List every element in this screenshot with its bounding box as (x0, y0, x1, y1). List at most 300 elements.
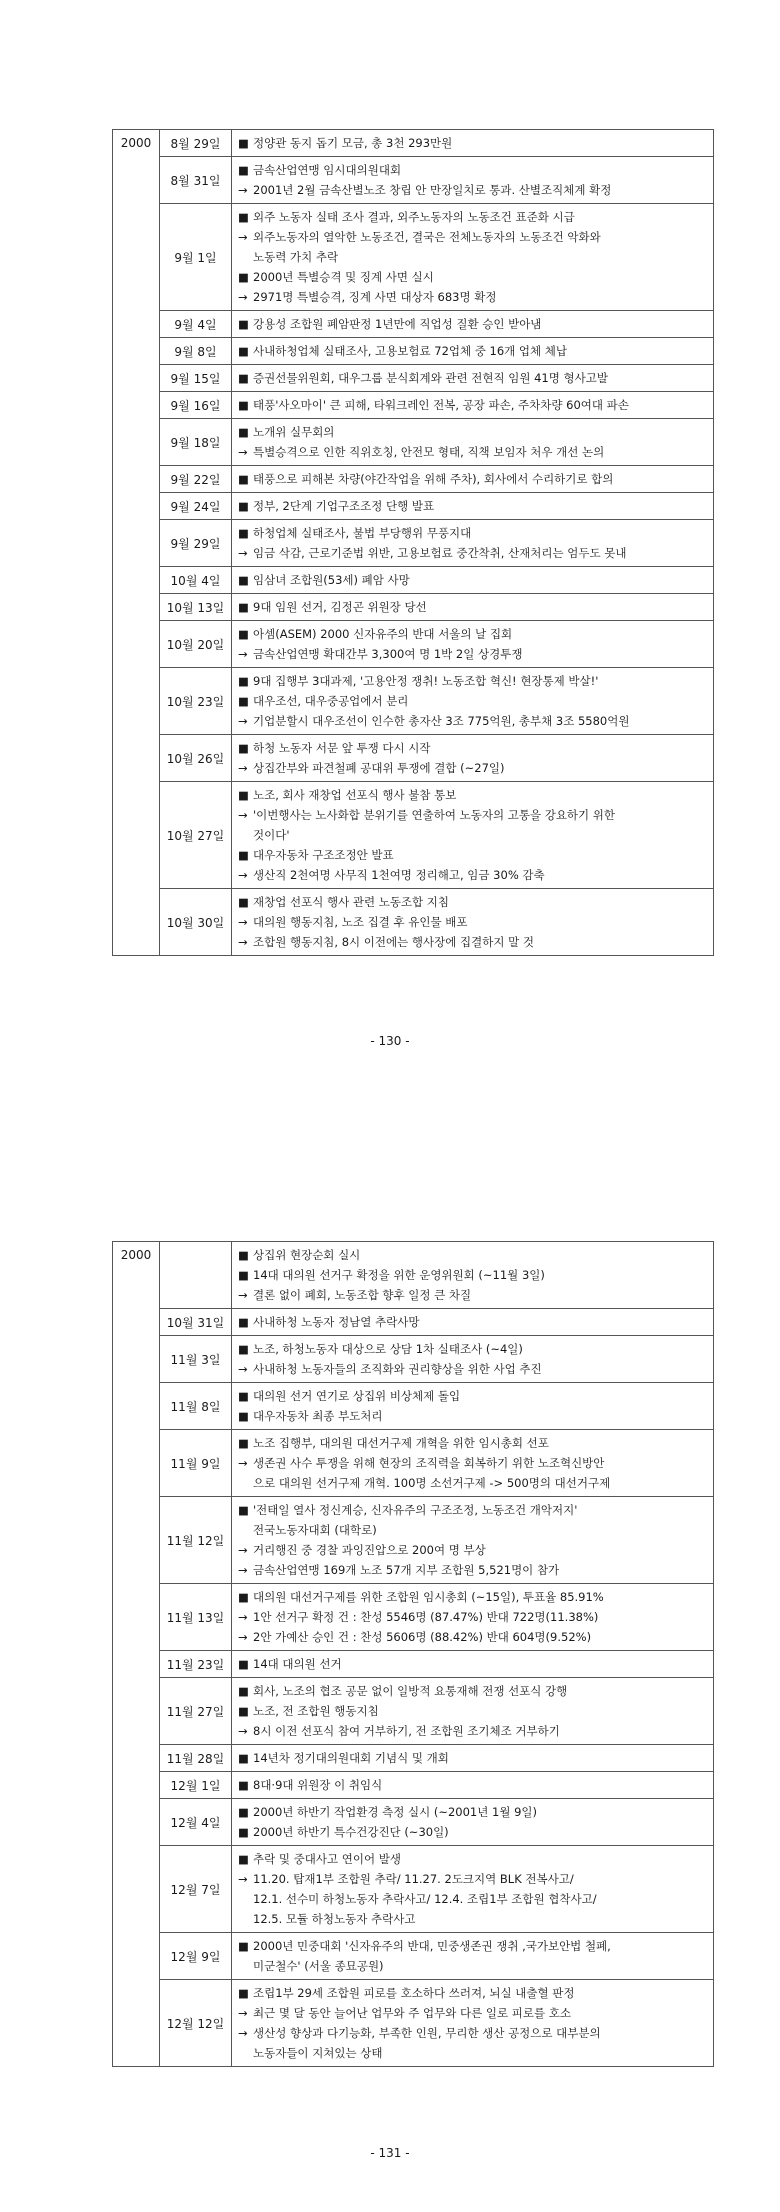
entry-line (238, 1849, 709, 1869)
bullet-marker: ■ (238, 210, 249, 224)
arrow-marker: → (238, 1724, 248, 1738)
entry-line (238, 469, 709, 489)
entry-text: 대우자동차 최종 부도처리 (253, 1409, 383, 1423)
date-cell: 11월 23일 (160, 1651, 232, 1678)
entry-text: 최근 몇 달 동안 늘어난 업무와 주 업무와 다른 일로 피로를 호소 (253, 2006, 571, 2020)
bullet-marker: ■ (238, 1342, 249, 1356)
bullet-marker: ■ (238, 600, 249, 614)
entry-text: 재창업 선포식 행사 관련 노동조합 지침 (253, 895, 450, 909)
entry-text: 금속산업연맹 임시대의원대회 (253, 163, 402, 177)
arrow-marker: → (238, 2006, 248, 2020)
entry-line (238, 287, 709, 307)
table-row (113, 621, 714, 668)
date-cell: 11월 27일 (160, 1678, 232, 1745)
entry-line (238, 711, 709, 731)
page-number: - 131 - (370, 2146, 410, 2160)
date-cell: 12월 7일 (160, 1846, 232, 1933)
arrow-marker: → (238, 546, 248, 560)
arrow-marker: → (238, 290, 248, 304)
bullet-marker: ■ (238, 1852, 249, 1866)
entry-text: 상집간부와 파견철폐 공대위 투쟁에 결합 (~27일) (253, 761, 505, 775)
table-row (113, 130, 714, 157)
entry-line (238, 1909, 709, 1929)
date-cell: 11월 3일 (160, 1336, 232, 1383)
entry-text: 2000년 하반기 특수건강진단 (~30일) (253, 1825, 449, 1839)
entry-text: 임삼녀 조합원(53세) 폐암 사망 (253, 573, 410, 587)
arrow-marker: → (238, 1630, 248, 1644)
bullet-marker: ■ (238, 848, 249, 862)
bullet-marker: ■ (238, 741, 249, 755)
table-row (113, 1772, 714, 1799)
entry-text: 노개위 실무회의 (253, 425, 335, 439)
date-cell: 9월 16일 (160, 392, 232, 419)
entry-line (238, 314, 709, 334)
content-cell (232, 567, 714, 594)
entry-line (238, 267, 709, 287)
entry-text: 2안 가예산 승인 건 : 찬성 5606명 (88.42%) 반대 604명(9.52%) (253, 1630, 592, 1644)
entry-text: 것이다' (253, 828, 290, 842)
bullet-marker: ■ (238, 1409, 249, 1423)
entry-text: 2000년 특별승격 및 징계 사면 실시 (253, 270, 434, 284)
entry-text: 8시 이전 선포식 참여 거부하기, 전 조합원 조기체조 거부하기 (253, 1724, 560, 1738)
date-cell: 10월 30일 (160, 889, 232, 956)
arrow-marker: → (238, 1610, 248, 1624)
arrow-marker: → (238, 2026, 248, 2040)
entry-line (238, 1802, 709, 1822)
entry-text: '이번행사는 노사화합 분위기를 연출하여 노동자의 고통을 강요하기 위한 (253, 808, 616, 822)
content-cell (232, 1980, 714, 2067)
entry-line (238, 227, 709, 247)
content-cell (232, 204, 714, 311)
table-row (113, 520, 714, 567)
date-cell: 10월 27일 (160, 782, 232, 889)
entry-line (238, 1748, 709, 1768)
bullet-marker: ■ (238, 472, 249, 486)
table-row (113, 1430, 714, 1497)
entry-line (238, 1822, 709, 1842)
page-number: - 130 - (370, 1034, 410, 1048)
arrow-marker: → (238, 868, 248, 882)
arrow-marker: → (238, 1563, 248, 1577)
arrow-marker: → (238, 183, 248, 197)
entry-text: 생산성 향상과 다기능화, 부족한 인원, 무리한 생산 공정으로 대부분의 (253, 2026, 601, 2040)
entry-line (238, 422, 709, 442)
entry-text: 12.5. 모듈 하청노동자 추락사고 (253, 1912, 416, 1926)
bullet-marker: ■ (238, 1590, 249, 1604)
entry-text: 노조, 하청노동자 대상으로 상담 1차 실태조사 (~4일) (253, 1342, 523, 1356)
entry-text: 회사, 노조의 협조 공문 없이 일방적 요통재해 전쟁 선포식 강행 (253, 1684, 568, 1698)
table-row (113, 204, 714, 311)
entry-text: '전태일 열사 정신계승, 신자유주의 구조조정, 노동조건 개악저지' (253, 1503, 578, 1517)
entry-text: 으로 대의원 선거구제 개혁. 100명 소선거구제 -> 500명의 대선거구제 (253, 1476, 611, 1490)
entry-text: 기업분할시 대우조선이 인수한 총자산 3조 775억원, 총부채 3조 5580억원 (253, 714, 630, 728)
entry-line (238, 825, 709, 845)
table-row (113, 1678, 714, 1745)
entry-line (238, 341, 709, 361)
entry-line (238, 892, 709, 912)
entry-text: 2000년 하반기 작업환경 측정 실시 (~2001년 1월 9일) (253, 1805, 537, 1819)
table-row (113, 889, 714, 956)
date-cell: 12월 12일 (160, 1980, 232, 2067)
bullet-marker: ■ (238, 895, 249, 909)
content-cell (232, 1242, 714, 1309)
bullet-marker: ■ (238, 1436, 249, 1450)
date-cell: 8월 31일 (160, 157, 232, 204)
arrow-marker: → (238, 1362, 248, 1376)
table-row (113, 1799, 714, 1846)
content-cell (232, 1336, 714, 1383)
entry-text: 노동력 가치 추락 (253, 250, 339, 264)
bullet-marker: ■ (238, 627, 249, 641)
entry-line (238, 1520, 709, 1540)
bullet-marker: ■ (238, 1684, 249, 1698)
date-cell: 10월 31일 (160, 1309, 232, 1336)
entry-line (238, 207, 709, 227)
entry-line (238, 1386, 709, 1406)
content-cell (232, 338, 714, 365)
entry-line (238, 597, 709, 617)
entry-text: 노조 집행부, 대의원 대선거구제 개혁을 위한 임시총회 선포 (253, 1436, 549, 1450)
entry-line (238, 1406, 709, 1426)
entry-text: 전국노동자대회 (대학로) (253, 1523, 377, 1537)
entry-text: 외주노동자의 열악한 노동조건, 결국은 전체노동자의 노동조건 악화와 (253, 230, 601, 244)
entry-line (238, 671, 709, 691)
content-cell (232, 1383, 714, 1430)
entry-line (238, 1889, 709, 1909)
entry-line (238, 1540, 709, 1560)
bullet-marker: ■ (238, 163, 249, 177)
entry-line (238, 785, 709, 805)
table-row (113, 1242, 714, 1309)
bullet-marker: ■ (238, 499, 249, 513)
entry-text: 사내하청업체 실태조사, 고용보험료 72업체 중 16개 업체 체납 (253, 344, 568, 358)
table-row (113, 1336, 714, 1383)
date-cell: 9월 22일 (160, 466, 232, 493)
entry-line (238, 1453, 709, 1473)
date-cell: 9월 18일 (160, 419, 232, 466)
entry-text: 태풍'사오마이' 큰 피해, 타워크레인 전복, 공장 파손, 주차차량 60여대 파손 (253, 398, 629, 412)
table-row (113, 338, 714, 365)
date-cell: 11월 9일 (160, 1430, 232, 1497)
entry-line (238, 160, 709, 180)
content-cell (232, 311, 714, 338)
bullet-marker: ■ (238, 1751, 249, 1765)
date-cell: 9월 15일 (160, 365, 232, 392)
entry-text: 태풍으로 피해본 차량(야간작업을 위해 주차), 회사에서 수리하기로 합의 (253, 472, 614, 486)
content-cell (232, 157, 714, 204)
date-cell: 9월 4일 (160, 311, 232, 338)
bullet-marker: ■ (238, 526, 249, 540)
entry-text: 노조, 전 조합원 행동지침 (253, 1704, 379, 1718)
entry-line (238, 442, 709, 462)
date-cell: 9월 29일 (160, 520, 232, 567)
bullet-marker: ■ (238, 1315, 249, 1329)
entry-line (238, 1701, 709, 1721)
entry-text: 대우조선, 대우중공업에서 분리 (253, 694, 409, 708)
bullet-marker: ■ (238, 573, 249, 587)
entry-line (238, 912, 709, 932)
entry-text: 14대 대의원 선거 (253, 1657, 342, 1671)
entry-text: 대의원 대선거구제를 위한 조합원 임시총회 (~15일), 투표율 85.91% (253, 1590, 604, 1604)
entry-line (238, 496, 709, 516)
entry-line (238, 133, 709, 153)
table-row (113, 1383, 714, 1430)
content-cell (232, 621, 714, 668)
entry-line (238, 543, 709, 563)
bullet-marker: ■ (238, 1778, 249, 1792)
entry-text: 노조, 회사 재창업 선포식 행사 불참 통보 (253, 788, 457, 802)
content-cell (232, 889, 714, 956)
entry-text: 14대 대의원 선거구 확정을 위한 운영위원회 (~11월 3일) (253, 1268, 545, 1282)
bullet-marker: ■ (238, 674, 249, 688)
date-cell: 11월 8일 (160, 1383, 232, 1430)
table-row (113, 1309, 714, 1336)
bullet-marker: ■ (238, 1986, 249, 2000)
table-row (113, 1497, 714, 1584)
content-cell (232, 466, 714, 493)
chronology-table (112, 129, 714, 956)
date-cell: 11월 13일 (160, 1584, 232, 1651)
bullet-marker: ■ (238, 425, 249, 439)
entry-text: 강용성 조합원 폐암판정 1년만에 직업성 질환 승인 받아냄 (253, 317, 542, 331)
arrow-marker: → (238, 647, 248, 661)
entry-line (238, 1983, 709, 2003)
arrow-marker: → (238, 1456, 248, 1470)
entry-line (238, 1627, 709, 1647)
entry-text: 2001년 2월 금속산별노조 창립 안 만장일치로 통과. 산별조직체계 확정 (253, 183, 612, 197)
entry-text: 8대·9대 위원장 이 취임식 (253, 1778, 383, 1792)
content-cell (232, 1584, 714, 1651)
arrow-marker: → (238, 714, 248, 728)
content-cell (232, 1651, 714, 1678)
entry-line (238, 1339, 709, 1359)
entry-text: 12.1. 선수미 하청노동자 추락사고/ 12.4. 조립1부 조합원 협착사고/ (253, 1892, 597, 1906)
page-131 (0, 1106, 780, 2212)
entry-text: 거리행진 중 경찰 과잉진압으로 200여 명 부상 (253, 1543, 486, 1557)
entry-line (238, 644, 709, 664)
content-cell (232, 365, 714, 392)
content-cell (232, 1846, 714, 1933)
entry-line (238, 247, 709, 267)
entry-text: 금속산업연맹 확대간부 3,300여 명 1박 2일 상경투쟁 (253, 647, 523, 661)
date-cell: 10월 23일 (160, 668, 232, 735)
date-cell: 8월 29일 (160, 130, 232, 157)
entry-text: 생산직 2천여명 사무직 1천여명 정리해고, 임금 30% 감축 (253, 868, 545, 882)
entry-line (238, 1359, 709, 1379)
entry-line (238, 2003, 709, 2023)
entry-text: 추락 및 중대사고 연이어 발생 (253, 1852, 401, 1866)
entry-text: 2971명 특별승격, 징계 사면 대상자 683명 확정 (253, 290, 497, 304)
entry-text: 11.20. 탑재1부 조합원 추락/ 11.27. 2도크지역 BLK 전복사고/ (253, 1872, 574, 1886)
entry-line (238, 624, 709, 644)
table-row (113, 1933, 714, 1980)
table-row (113, 567, 714, 594)
bullet-marker: ■ (238, 371, 249, 385)
entry-text: 2000년 민중대회 '신자유주의 반대, 민중생존권 쟁취 ,국가보안법 철폐, (253, 1939, 611, 1953)
table-row (113, 782, 714, 889)
content-cell (232, 520, 714, 567)
year-cell: 2000 (113, 130, 160, 956)
entry-line (238, 570, 709, 590)
entry-line (238, 1285, 709, 1305)
entry-line (238, 1587, 709, 1607)
entry-line (238, 1654, 709, 1674)
arrow-marker: → (238, 915, 248, 929)
entry-line (238, 691, 709, 711)
bullet-marker: ■ (238, 1268, 249, 1282)
table-row (113, 1846, 714, 1933)
bullet-marker: ■ (238, 1503, 249, 1517)
entry-line (238, 805, 709, 825)
date-cell: 12월 9일 (160, 1933, 232, 1980)
entry-text: 외주 노동자 실태 조사 결과, 외주노동자의 노동조건 표준화 시급 (253, 210, 575, 224)
entry-text: 대의원 행동지침, 노조 집결 후 유인물 배포 (253, 915, 468, 929)
entry-text: 대의원 선거 연기로 상집위 비상체제 돌입 (253, 1389, 461, 1403)
content-cell (232, 668, 714, 735)
entry-text: 하청 노동자 서문 앞 투쟁 다시 시작 (253, 741, 431, 755)
entry-line (238, 1312, 709, 1332)
date-cell: 9월 24일 (160, 493, 232, 520)
entry-text: 대우자동차 구조조정안 발표 (253, 848, 394, 862)
bullet-marker: ■ (238, 694, 249, 708)
table-row (113, 392, 714, 419)
bullet-marker: ■ (238, 1248, 249, 1262)
table-row (113, 157, 714, 204)
content-cell (232, 735, 714, 782)
arrow-marker: → (238, 1872, 248, 1886)
bullet-marker: ■ (238, 1939, 249, 1953)
entry-line (238, 523, 709, 543)
entry-line (238, 2043, 709, 2063)
entry-text: 사내하청 노동자들의 조직화와 권리향상을 위한 사업 추진 (253, 1362, 542, 1376)
date-cell: 12월 4일 (160, 1799, 232, 1846)
entry-line (238, 1265, 709, 1285)
entry-text: 1안 선거구 확정 건 : 찬성 5546명 (87.47%) 반대 722명(11.38%) (253, 1610, 599, 1624)
content-cell (232, 1678, 714, 1745)
entry-text: 미군철수' (서울 종묘공원) (253, 1959, 384, 1973)
date-cell (160, 1242, 232, 1309)
date-cell: 9월 8일 (160, 338, 232, 365)
entry-line (238, 1245, 709, 1265)
table-row (113, 311, 714, 338)
entry-line (238, 1607, 709, 1627)
bullet-marker: ■ (238, 1657, 249, 1671)
entry-line (238, 395, 709, 415)
entry-line (238, 932, 709, 952)
bullet-marker: ■ (238, 136, 249, 150)
arrow-marker: → (238, 808, 248, 822)
entry-text: 조합원 행동지침, 8시 이전에는 행사장에 집결하지 말 것 (253, 935, 534, 949)
entry-line (238, 1500, 709, 1520)
content-cell (232, 1933, 714, 1980)
bullet-marker: ■ (238, 398, 249, 412)
table-row (113, 594, 714, 621)
table-row (113, 735, 714, 782)
bullet-marker: ■ (238, 1704, 249, 1718)
entry-line (238, 180, 709, 200)
entry-text: 결론 없이 폐회, 노동조합 향후 일정 큰 차질 (253, 1288, 472, 1302)
content-cell (232, 782, 714, 889)
table-row (113, 1584, 714, 1651)
table-row (113, 365, 714, 392)
table-row (113, 493, 714, 520)
entry-text: 상집위 현장순회 실시 (253, 1248, 361, 1262)
content-cell (232, 1497, 714, 1584)
content-cell (232, 1772, 714, 1799)
entry-line (238, 2023, 709, 2043)
entry-text: 임금 삭감, 근로기준법 위반, 고용보험료 중간착취, 산재처리는 엄두도 못내 (253, 546, 627, 560)
content-cell (232, 392, 714, 419)
entry-text: 9대 집행부 3대과제, '고용안정 쟁취! 노동조합 혁신! 현장통제 박살!' (253, 674, 599, 688)
entry-text: 14년차 정기대의원대회 기념식 및 개회 (253, 1751, 449, 1765)
entry-line (238, 865, 709, 885)
entry-line (238, 1433, 709, 1453)
entry-line (238, 738, 709, 758)
content-cell (232, 130, 714, 157)
table-row (113, 1651, 714, 1678)
date-cell: 9월 1일 (160, 204, 232, 311)
content-cell (232, 1309, 714, 1336)
date-cell: 10월 13일 (160, 594, 232, 621)
entry-text: 정부, 2단계 기업구조조정 단행 발표 (253, 499, 435, 513)
year-cell: 2000 (113, 1242, 160, 2067)
table-row (113, 419, 714, 466)
entry-text: 금속산업연맹 169개 노조 57개 지부 조합원 5,521명이 참가 (253, 1563, 560, 1577)
table-row (113, 1745, 714, 1772)
entry-line (238, 845, 709, 865)
entry-text: 증권선물위원회, 대우그룹 분식회계와 관련 전현직 임원 41명 형사고발 (253, 371, 608, 385)
entry-line (238, 758, 709, 778)
entry-line (238, 1473, 709, 1493)
arrow-marker: → (238, 1288, 248, 1302)
date-cell: 11월 12일 (160, 1497, 232, 1584)
date-cell: 10월 20일 (160, 621, 232, 668)
arrow-marker: → (238, 445, 248, 459)
bullet-marker: ■ (238, 270, 249, 284)
content-cell (232, 419, 714, 466)
content-cell (232, 1799, 714, 1846)
arrow-marker: → (238, 761, 248, 775)
content-cell (232, 594, 714, 621)
entry-text: 9대 임원 선거, 김정곤 위원장 당선 (253, 600, 427, 614)
content-cell (232, 1745, 714, 1772)
date-cell: 10월 4일 (160, 567, 232, 594)
arrow-marker: → (238, 935, 248, 949)
table-row (113, 466, 714, 493)
bullet-marker: ■ (238, 1389, 249, 1403)
bullet-marker: ■ (238, 788, 249, 802)
entry-text: 특별승격으로 인한 직위호칭, 안전모 형태, 직책 보임자 처우 개선 논의 (253, 445, 605, 459)
entry-text: 정양관 동지 돕기 모금, 총 3천 293만원 (253, 136, 453, 150)
entry-text: 생존권 사수 투쟁을 위해 현장의 조직력을 회복하기 위한 노조혁신방안 (253, 1456, 605, 1470)
entry-text: 사내하청 노동자 정남열 추락사망 (253, 1315, 420, 1329)
entry-text: 조립1부 29세 조합원 피로를 호소하다 쓰러져, 뇌실 내출혈 판정 (253, 1986, 575, 2000)
chronology-table (112, 1241, 714, 2067)
content-cell (232, 493, 714, 520)
table-row (113, 1980, 714, 2067)
bullet-marker: ■ (238, 1805, 249, 1819)
bullet-marker: ■ (238, 1825, 249, 1839)
entry-text: 하청업체 실태조사, 불법 부당행위 무풍지대 (253, 526, 472, 540)
date-cell: 12월 1일 (160, 1772, 232, 1799)
entry-line (238, 1560, 709, 1580)
bullet-marker: ■ (238, 344, 249, 358)
entry-line (238, 1869, 709, 1889)
date-cell: 11월 28일 (160, 1745, 232, 1772)
content-cell (232, 1430, 714, 1497)
entry-line (238, 1721, 709, 1741)
arrow-marker: → (238, 1543, 248, 1557)
